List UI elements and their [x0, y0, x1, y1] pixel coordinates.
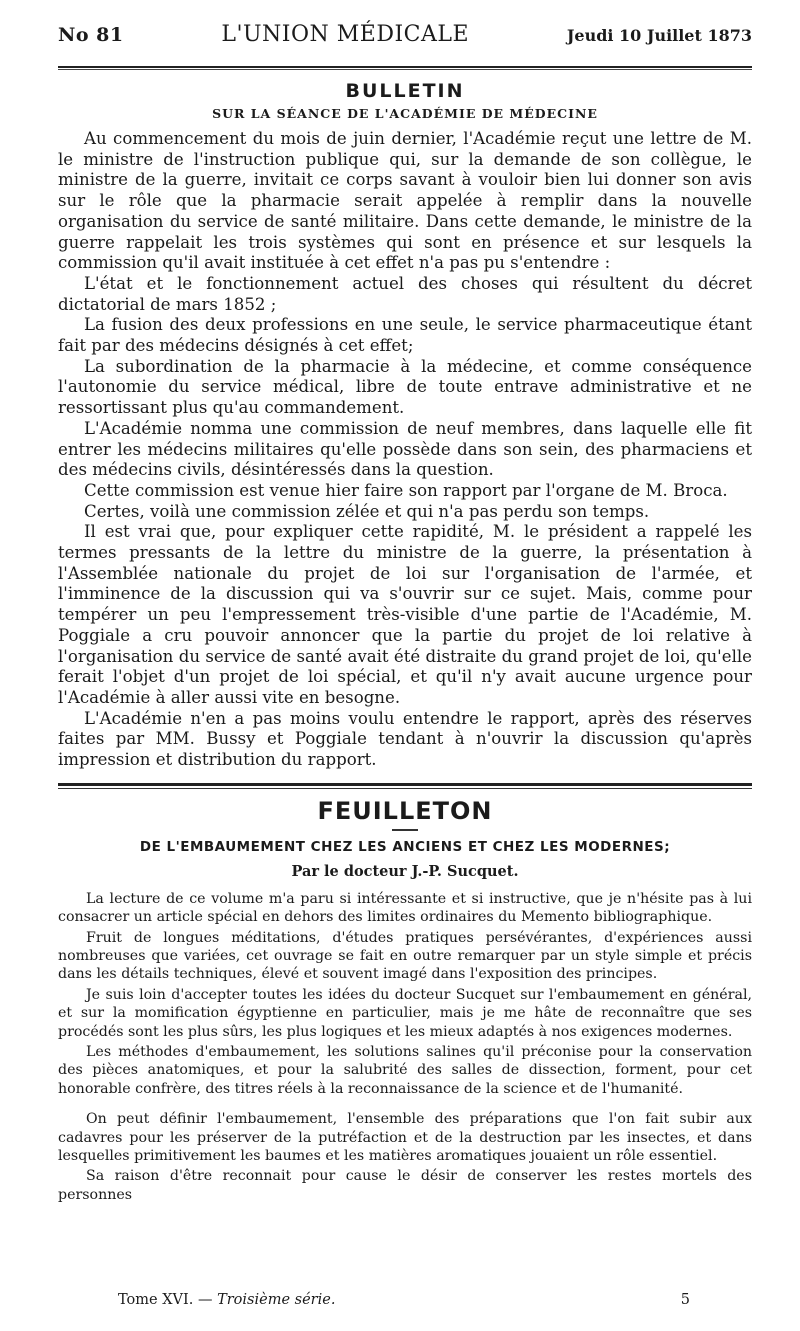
- volume-info: [118, 1292, 335, 1308]
- issue-date: Jeudi 10 Juillet 1873: [566, 26, 752, 45]
- volume-label: Tome XVI. —: [118, 1292, 213, 1308]
- bulletin-paragraph: L'Académie n'en a pas moins voulu entendre le rapport, après des réserves faites par MM. Bussy et Poggiale tendant à n'ouvrir la discussion qu'après impression et distribution du rapport.: [58, 708, 752, 770]
- bulletin-paragraph: Cette commission est venue hier faire son rapport par l'organe de M. Broca.: [84, 480, 728, 500]
- feuilleton-author: Par le docteur J.-P. Sucquet.: [291, 862, 519, 880]
- page-number: 5: [680, 1292, 690, 1308]
- feuilleton-paragraph: Les méthodes d'embaumement, les solutions salines qu'il préconise pour la conservation des pièces anatomiques, et pour la salubrité des salles de dissection, forment, pour cet honorable confrère, des titres réels à la reconnaissance de la science et de l'humanité.: [58, 1044, 752, 1097]
- bulletin-paragraph: La subordination de la pharmacie à la médecine, et comme conséquence l'autonomie du service médical, libre de toute entrave administrative et ne ressortissant plus qu'au commandement.: [58, 356, 752, 418]
- page-footer: [118, 1292, 690, 1308]
- bulletin-subtitle: SUR LA SÉANCE DE L'ACADÉMIE DE MÉDECINE: [212, 106, 598, 121]
- bulletin-paragraph: Au commencement du mois de juin dernier, l'Académie reçut une lettre de M. le ministre de l'instruction publique qui, sur la demande de son collègue, le ministre de la guerre, invitait ce corps savant à vouloir bien lui donner son avis sur le rôle que la pharmacie serait appelée à remplir dans la nouvelle organisation du service de santé militaire. Dans cette demande, le ministre de la guerre rappelait les trois systèmes qui sont en présence et sur lesquels la commission qu'il avait instituée à cet effet n'a pas pu s'entendre :: [58, 129, 752, 273]
- issue-number: No 81: [58, 24, 124, 46]
- bulletin-paragraph: Certes, voilà une commission zélée et qui n'a pas perdu son temps.: [84, 501, 650, 521]
- feuilleton-paragraph: On peut définir l'embaumement, l'ensemble des préparations que l'on fait subir aux cadavres pour les préserver de la putréfaction et de la destruction par les insectes, et dans lesquelles primitivement les baumes et les matières aromatiques jouaient un rôle essentiel.: [58, 1111, 752, 1165]
- feuilleton-subtitle: DE L'EMBAUMEMENT CHEZ LES ANCIENS ET CHEZ LES MODERNES;: [139, 838, 671, 855]
- title-dash: [392, 829, 418, 831]
- section-divider: [58, 783, 752, 789]
- feuilleton-paragraph: Fruit de longues méditations, d'études pratiques persévérantes, d'expériences aussi nombreuses que variées, cet ouvrage se fait en outre remarquer par un style simple et précis dans les détails techniques, élevé et souvent imagé dans l'exposition des principes.: [58, 929, 752, 983]
- series-label: Troisième série.: [217, 1292, 336, 1308]
- feuilleton-body: [58, 890, 752, 1205]
- bulletin-paragraph: L'état et le fonctionnement actuel des choses qui résultent du décret dictatorial de mars 1852 ;: [58, 273, 752, 314]
- feuilleton-paragraph: Je suis loin d'accepter toutes les idées du docteur Sucquet sur l'embaumement en général, et sur la momification égyptienne en particulier, mais je me hâte de reconnaître que ses procédés sont les plus sûrs, les plus logiques et les mieux adaptés à nos exigences modernes.: [58, 986, 752, 1040]
- feuilleton-paragraph: La lecture de ce volume m'a paru si intéressante et si instructive, que je n'hésite pas à lui consacrer un article spécial en dehors des limites ordinaires du Memento bibliographique.: [58, 890, 752, 926]
- bulletin-body: [58, 129, 752, 771]
- masthead: [58, 22, 752, 60]
- bulletin-paragraph: Il est vrai que, pour expliquer cette rapidité, M. le président a rappelé les termes pressants de la lettre du ministre de la guerre, la présentation à l'Assemblée nationale du projet de loi sur l'organisation de l'armée, et l'imminence de la discussion qui va s'ouvrir sur ce sujet. Mais, comme pour tempérer un peu l'empressement très-visible d'une partie de l'Académie, M. Poggiale a cru pouvoir annoncer que la partie du projet de loi relative à l'organisation du service de santé avait été distraite du grand projet de loi, qu'elle ferait l'objet d'un projet de loi spécial, et qu'il n'y avait aucune urgence pour l'Académie à aller aussi vite en besogne.: [58, 522, 752, 707]
- feuilleton-paragraph: Sa raison d'être reconnait pour cause le désir de conserver les restes mortels des personnes: [58, 1168, 752, 1203]
- bulletin-paragraph: La fusion des deux professions en une seule, le service pharmaceutique étant fait par des médecins désignés à cet effet;: [58, 315, 752, 356]
- journal-title: L'UNION MÉDICALE: [221, 22, 470, 47]
- bulletin-title: BULLETIN: [345, 80, 465, 102]
- feuilleton-title: FEUILLETON: [317, 796, 493, 825]
- bulletin-paragraph: L'Académie nomma une commission de neuf membres, dans laquelle elle fit entrer les médecins militaires qu'elle possède dans son sein, des pharmaciens et des médecins civils, désintéressés dans la question.: [58, 418, 752, 480]
- masthead-rule: [58, 66, 752, 70]
